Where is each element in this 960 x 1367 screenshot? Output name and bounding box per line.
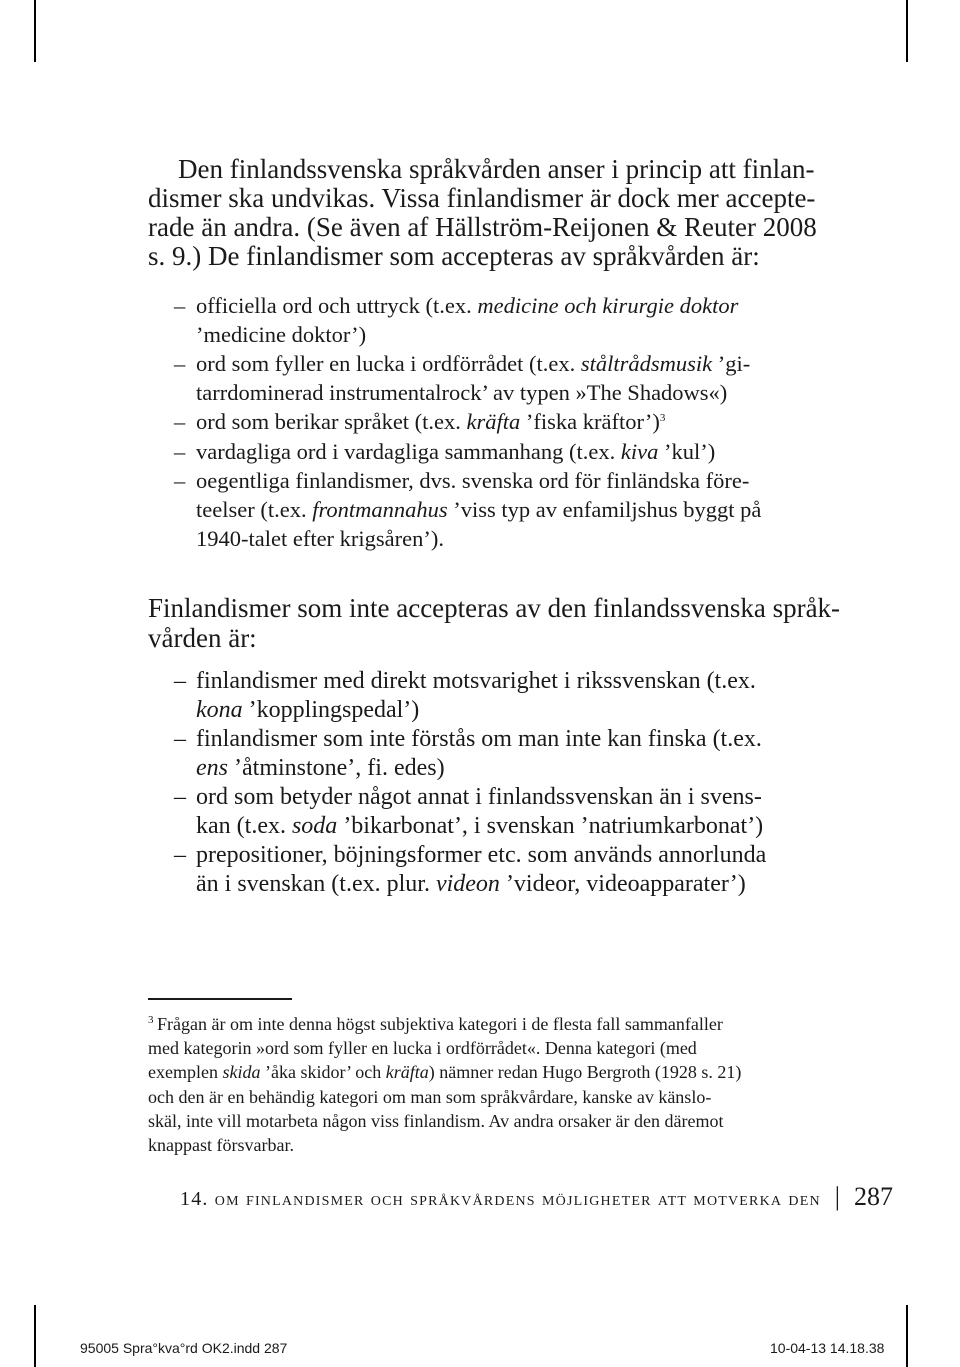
text-line (196, 667, 756, 696)
example-word: kona (196, 697, 243, 723)
list-dash: – (174, 409, 186, 435)
list-dash: – (174, 668, 186, 694)
slug-file: 95005 Spra°kva°rd OK2.indd 287 (80, 1340, 288, 1356)
text-line (196, 783, 762, 812)
crop-mark (34, 0, 36, 62)
text-run: ) nämner redan Hugo Bergroth (1928 s. 21) (428, 1062, 742, 1083)
text-line (196, 524, 444, 553)
text-run: ’bikarbonat’, i svenskan ’natriumkarbonat’) (337, 813, 764, 839)
text-run: ’gi- (712, 351, 751, 377)
example-word: medicine och kirurgie doktor (477, 293, 739, 318)
example-word: ståltrådsmusik (580, 351, 713, 377)
text-run: ’åtminstone’, fi. edes) (228, 755, 445, 781)
text-line (196, 407, 665, 436)
footnote-number: 3 (148, 1014, 154, 1026)
text-run: exemplen (148, 1062, 223, 1083)
text-line: Den finlandssvenska språkvården anser i princip att finlan- (178, 154, 815, 184)
text-line (196, 725, 762, 754)
text-run: och den är en behändig kategori om man som språkvårdare, kanske av känslo- (148, 1086, 712, 1107)
text-line: rade än andra. (Se även af Hällström-Reijonen & Reuter 2008 (148, 212, 817, 242)
text-run: ’fiska kräftor’) (520, 409, 660, 435)
crop-mark (34, 1305, 36, 1367)
text-run: Frågan är om inte denna högst subjektiva kategori i de flesta fall sammanfaller (157, 1014, 723, 1034)
text-line (196, 696, 419, 725)
page-number: 287 (854, 1182, 894, 1211)
text-line: vården är: (148, 623, 257, 653)
text-line (148, 1109, 724, 1133)
text-run: ’videor, videoapparater’) (499, 871, 746, 897)
text-run: med kategorin »ord som fyller en lucka i ordförrådet«. Denna kategori (med (148, 1038, 697, 1059)
text-line (196, 437, 715, 466)
list-dash: – (174, 351, 186, 377)
text-run: oegentliga finlandismer, dvs. svenska ord för finländska före- (196, 467, 750, 493)
text-run: ord som betyder något annat i finlandssvenskan än i svens- (196, 784, 762, 810)
text-run: knappast försvarbar. (148, 1135, 294, 1155)
text-line (196, 812, 763, 841)
text-run: vardagliga ord i vardagliga sammanhang (t.ex. (196, 438, 621, 464)
text-run: skäl, inte vill motarbeta någon viss finlandism. Av andra orsaker är den däremot (148, 1110, 724, 1131)
text-line: Finlandismer som inte accepteras av den finlandssvenska språk- (148, 593, 841, 623)
example-word: kräfta (385, 1062, 429, 1083)
footer-separator: | (834, 1182, 841, 1211)
footnote-ref[interactable]: 3 (659, 412, 666, 425)
chapter-title: 14. om finlandismer och språkvårdens möjligheter att motverka den (180, 1188, 821, 1210)
crop-mark (906, 0, 908, 62)
list-dash: – (174, 293, 186, 318)
text-run: finlandismer med direkt motsvarighet i rikssvenskan (t.ex. (196, 668, 756, 694)
text-run: ’kul’) (658, 438, 716, 464)
text-run: teelser (t.ex. (196, 496, 313, 522)
text-line (148, 1036, 697, 1060)
text-run: 1940-talet efter krigsåren’). (196, 525, 445, 551)
example-word: ens (196, 755, 228, 781)
running-footer (180, 1182, 893, 1212)
text-line (148, 1133, 294, 1157)
text-run: prepositioner, böjningsformer etc. som används annorlunda (196, 842, 767, 868)
text-line (196, 320, 366, 349)
example-word: videon (435, 871, 500, 897)
text-run: än i svenskan (t.ex. plur. (196, 871, 436, 897)
text-run: kan (t.ex. (196, 813, 292, 839)
text-run: ’medicine doktor’) (196, 322, 367, 348)
example-word: skida (222, 1062, 261, 1083)
example-word: soda (291, 813, 338, 839)
text-line (148, 1060, 741, 1084)
text-line (196, 466, 749, 495)
text-run: ord som berikar språket (t.ex. (196, 409, 467, 435)
text-run: officiella ord och uttryck (t.ex. (196, 293, 478, 318)
text-line (157, 1012, 723, 1036)
text-line: s. 9.) De finlandismer som accepteras av språkvården är: (148, 241, 760, 271)
text-line (196, 291, 738, 320)
list-dash: – (174, 842, 186, 868)
list-dash: – (174, 784, 186, 810)
text-line (196, 495, 761, 524)
text-run: ’åka skidor’ och (260, 1062, 386, 1083)
text-line (196, 349, 750, 378)
text-line (196, 841, 766, 870)
list-dash: – (174, 438, 186, 464)
text-line: dismer ska undvikas. Vissa finlandismer är dock mer accepte- (148, 183, 816, 213)
text-line (196, 754, 445, 783)
footnote-rule (148, 998, 292, 1000)
text-run: finlandismer som inte förstås om man inte kan finska (t.ex. (196, 726, 762, 752)
example-word: kiva (620, 438, 659, 464)
text-run: ’viss typ av enfamiljshus byggt på (447, 496, 762, 522)
example-word: frontmannahus (312, 496, 448, 522)
text-run: ’kopplingspedal’) (242, 697, 420, 723)
text-line (196, 378, 727, 407)
slug-timestamp: 10-04-13 14.18.38 (770, 1340, 885, 1356)
text-run: tarrdominerad instrumentalrock’ av typen »The Shadows«) (196, 380, 728, 406)
text-line (196, 870, 746, 899)
text-run: ord som fyller en lucka i ordförrådet (t.ex. (196, 351, 581, 377)
crop-mark (906, 1305, 908, 1367)
list-dash: – (174, 726, 186, 752)
example-word: kräfta (466, 409, 521, 435)
list-dash: – (174, 467, 186, 493)
text-line (148, 1085, 711, 1109)
